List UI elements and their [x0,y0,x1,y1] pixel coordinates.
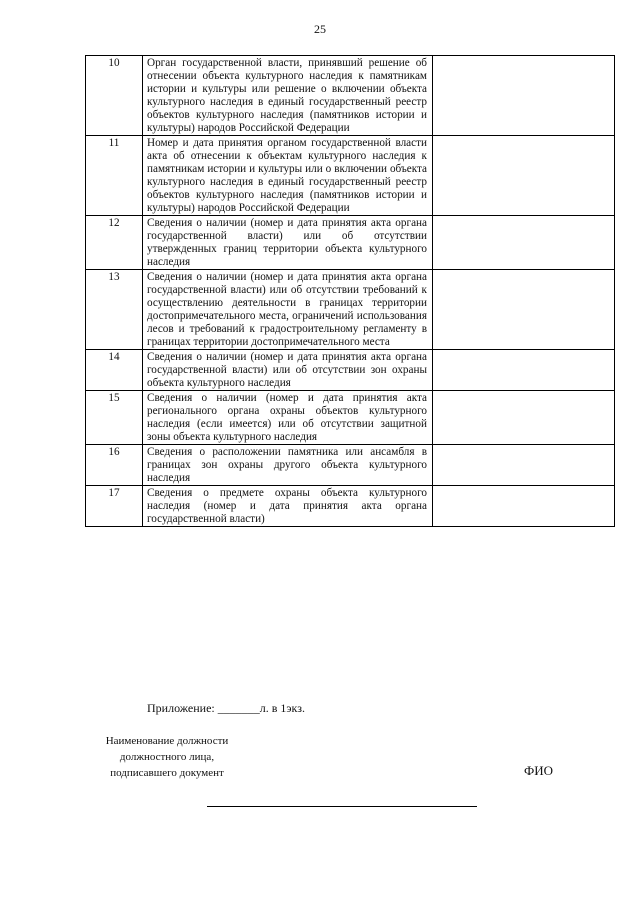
row-number: 11 [86,136,143,216]
row-value [433,270,615,350]
row-value [433,350,615,391]
signatory-line-2: должностного лица, [119,751,215,763]
row-value [433,391,615,445]
signatory-line-3: подписавшего документ [110,767,224,779]
row-description: Сведения о наличии (номер и дата принятия акта регионального органа охраны объектов культурного наследия (если имеется) или об отсутствии защитной зоны объекта культурного наследия [143,391,433,445]
row-description: Сведения о расположении памятника или ансамбля в границах зон охраны другого объекта культурного наследия [143,445,433,486]
row-number: 14 [86,350,143,391]
table-row [86,56,615,136]
document-table [85,55,615,527]
fio-label: ФИО [524,763,554,778]
table-row [86,445,615,486]
signature-line [207,806,477,807]
row-value [433,56,615,136]
signatory-block [72,733,262,781]
row-number: 16 [86,445,143,486]
table-row [86,136,615,216]
table-row [86,486,615,527]
row-description: Сведения о наличии (номер и дата принятия акта органа государственной власти) или об отсутствии требований к осуществлению деятельности в границах территории достопримечательного места, ограничений использования лесов и требований к градостроительному регламенту в границах территории достопримечательного места [143,270,433,350]
row-number: 17 [86,486,143,527]
table-row [86,216,615,270]
row-value [433,486,615,527]
appendix-text: Приложение: _______л. в 1экз. [147,701,305,715]
row-description: Сведения о предмете охраны объекта культурного наследия (номер и дата принятия акта органа государственной власти) [143,486,433,527]
row-description: Орган государственной власти, принявший решение об отнесении объекта культурного наследия к памятникам истории и культуры или решение о включении объекта культурного наследия в единый государственный реестр объектов культурного наследия (памятников истории и культуры) народов Российской Федерации [143,56,433,136]
table-body [86,56,615,527]
row-value [433,136,615,216]
table-row [86,270,615,350]
row-description: Сведения о наличии (номер и дата принятия акта органа государственной власти) или об отсутствии зон охраны объекта культурного наследия [143,350,433,391]
row-number: 12 [86,216,143,270]
table-row [86,350,615,391]
table-row [86,391,615,445]
signatory-line-1: Наименование должности [105,735,229,747]
row-value [433,445,615,486]
row-number: 13 [86,270,143,350]
page-number: 25 [314,22,326,36]
row-number: 15 [86,391,143,445]
row-number: 10 [86,56,143,136]
row-value [433,216,615,270]
row-description: Номер и дата принятия органом государственной власти акта об отнесении к объектам культурного наследия к памятникам истории и культуры или о включении объекта культурного наследия в единый государственный реестр объектов культурного наследия (памятников истории и культуры) народов Российской Федерации [143,136,433,216]
row-description: Сведения о наличии (номер и дата принятия акта органа государственной власти) или об отсутствии утвержденных границ территории объекта культурного наследия [143,216,433,270]
